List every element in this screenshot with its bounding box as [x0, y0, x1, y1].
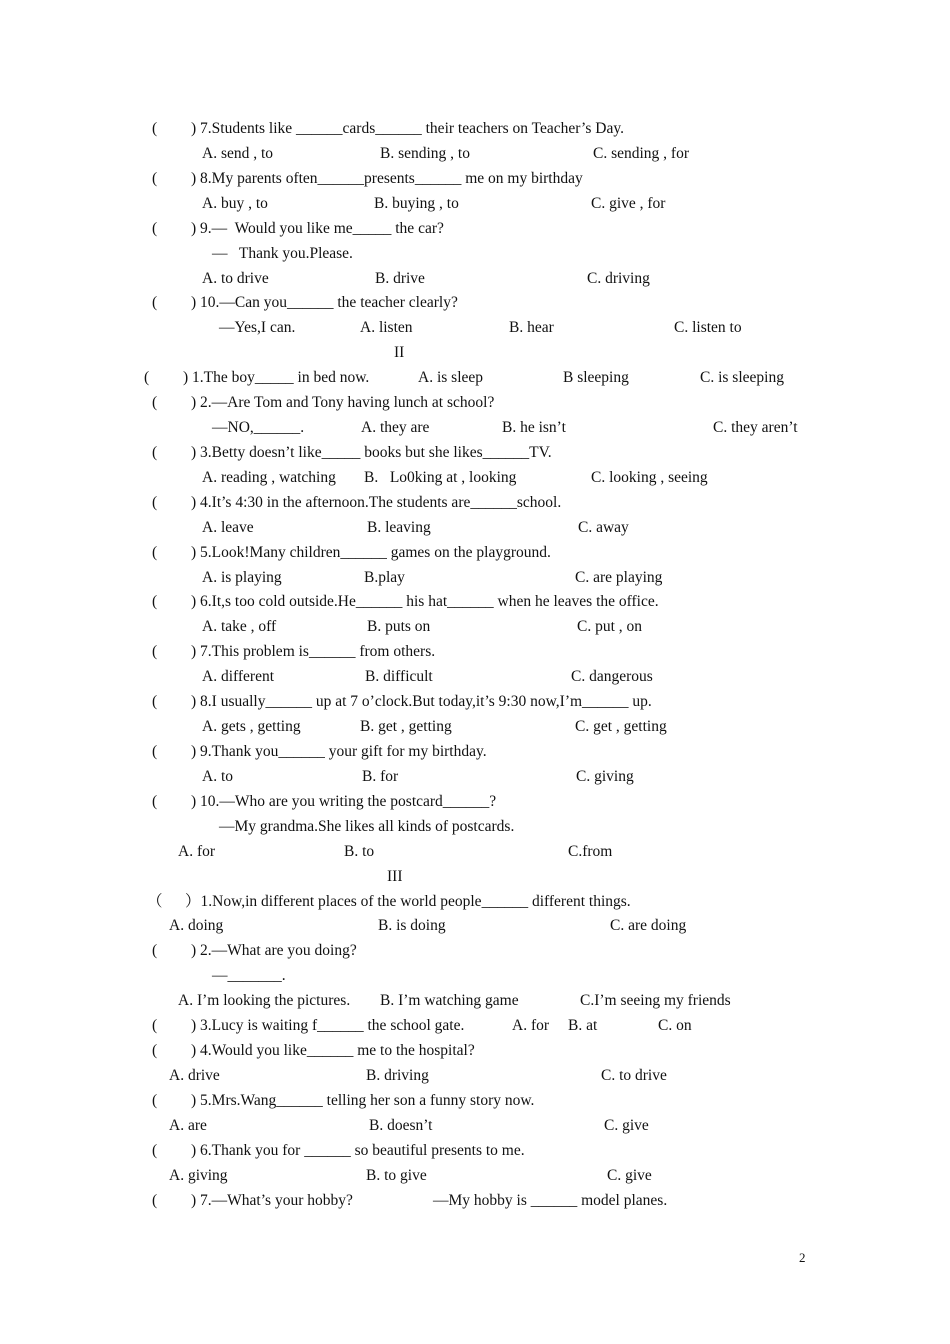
line-0-segment-0: ( [152, 120, 158, 137]
line-36-segment-4: C. on [658, 1017, 692, 1034]
line-2-segment-1: ) 8.My parents often______presents______ me on my birthday [191, 170, 583, 187]
line-41-segment-1: ) 6.Thank you for ______ so beautiful presents to me. [191, 1142, 525, 1159]
line-12-segment-1: A. they are [361, 419, 430, 436]
line-23-segment-0: ( [152, 693, 158, 710]
line-17-segment-0: ( [152, 544, 158, 561]
line-3-segment-2: C. give , for [591, 195, 666, 212]
line-22-segment-0: A. different [202, 668, 275, 685]
line-15-segment-0: ( [152, 494, 158, 511]
line-7-segment-1: ) 10.—Can you______ the teacher clearly? [191, 294, 458, 311]
line-13-segment-1: ) 3.Betty doesn’t like_____ books but she likes______TV. [191, 444, 552, 461]
line-32-segment-0: A. doing [169, 917, 224, 934]
line-3-segment-1: B. buying , to [374, 195, 459, 212]
line-34-segment-0: —_______. [212, 967, 286, 984]
line-39-segment-0: ( [152, 1092, 158, 1109]
line-28-segment-0: —My grandma.She likes all kinds of postcards. [219, 818, 515, 835]
line-38-segment-1: B. driving [366, 1067, 429, 1084]
line-5-segment-0: — Thank you.Please. [212, 245, 353, 262]
line-4-segment-0: ( [152, 220, 158, 237]
line-15-segment-1: ) 4.It’s 4:30 in the afternoon.The students are______school. [191, 494, 562, 511]
line-8-segment-3: C. listen to [674, 319, 742, 336]
line-10-segment-0: ( [144, 369, 150, 386]
line-18-segment-0: A. is playing [202, 569, 282, 586]
line-12-segment-0: —NO,______. [212, 419, 305, 436]
line-6-segment-2: C. driving [587, 270, 650, 287]
line-26-segment-1: B. for [362, 768, 399, 785]
line-31-segment-0: （ [147, 893, 163, 910]
line-36-segment-3: B. at [568, 1017, 598, 1034]
line-21-segment-1: ) 7.This problem is______ from others. [191, 643, 436, 660]
line-6-segment-0: A. to drive [202, 270, 269, 287]
line-20-segment-1: B. puts on [367, 618, 431, 635]
line-35-segment-0: A. I’m looking the pictures. [178, 992, 351, 1009]
line-38-segment-0: A. drive [169, 1067, 220, 1084]
line-27-segment-0: ( [152, 793, 158, 810]
line-7-segment-0: ( [152, 294, 158, 311]
line-33-segment-1: ) 2.—What are you doing? [191, 942, 357, 959]
line-42-segment-0: A. giving [169, 1167, 228, 1184]
line-26-segment-0: A. to [202, 768, 233, 785]
line-43-segment-1: ) 7.—What’s your hobby? [191, 1192, 353, 1209]
line-24-segment-2: C. get , getting [575, 718, 667, 735]
line-36-segment-1: ) 3.Lucy is waiting f______ the school gate. [191, 1017, 465, 1034]
line-16-segment-0: A. leave [202, 519, 254, 536]
line-32-segment-1: B. is doing [378, 917, 446, 934]
line-8-segment-1: A. listen [360, 319, 413, 336]
line-11-segment-0: ( [152, 394, 158, 411]
line-37-segment-1: ) 4.Would you like______ me to the hospital? [191, 1042, 475, 1059]
line-18-segment-1: B.play [364, 569, 405, 586]
line-33-segment-0: ( [152, 942, 158, 959]
line-16-segment-2: C. away [578, 519, 629, 536]
line-32-segment-2: C. are doing [610, 917, 687, 934]
line-26-segment-2: C. giving [576, 768, 634, 785]
page-number: 2 [799, 1250, 806, 1265]
line-1-segment-1: B. sending , to [380, 145, 470, 162]
line-40-segment-2: C. give [604, 1117, 649, 1134]
line-22-segment-1: B. difficult [365, 668, 433, 685]
line-22-segment-2: C. dangerous [571, 668, 653, 685]
line-14-segment-1: B. Lo0king at , looking [364, 469, 517, 486]
line-10-segment-1: ) 1.The boy_____ in bed now. [183, 369, 370, 386]
line-0-segment-1: ) 7.Students like ______cards______ their teachers on Teacher’s Day. [191, 120, 624, 137]
line-27-segment-1: ) 10.—Who are you writing the postcard______? [191, 793, 497, 810]
line-20-segment-2: C. put , on [577, 618, 643, 635]
line-36-segment-0: ( [152, 1017, 158, 1034]
line-25-segment-0: ( [152, 743, 158, 760]
line-6-segment-1: B. drive [375, 270, 425, 287]
line-29-segment-0: A. for [178, 843, 216, 860]
line-10-segment-3: B sleeping [563, 369, 629, 386]
line-40-segment-1: B. doesn’t [369, 1117, 433, 1134]
line-12-segment-3: C. they aren’t [713, 419, 798, 436]
line-25-segment-1: ) 9.Thank you______ your gift for my birthday. [191, 743, 487, 760]
line-35-segment-2: C.I’m seeing my friends [580, 992, 731, 1009]
line-29-segment-1: B. to [344, 843, 375, 860]
line-10-segment-2: A. is sleep [418, 369, 484, 386]
line-10-segment-4: C. is sleeping [700, 369, 784, 386]
line-17-segment-1: ) 5.Look!Many children______ games on the playground. [191, 544, 551, 561]
line-19-segment-1: ) 6.It,s too cold outside.He______ his hat______ when he leaves the office. [191, 593, 659, 610]
line-3-segment-0: A. buy , to [202, 195, 268, 212]
line-41-segment-0: ( [152, 1142, 158, 1159]
line-1-segment-0: A. send , to [202, 145, 274, 162]
line-12-segment-2: B. he isn’t [502, 419, 566, 436]
line-31-segment-1: ）1.Now,in different places of the world people______ different things. [185, 893, 631, 910]
line-43-segment-0: ( [152, 1192, 158, 1209]
line-13-segment-0: ( [152, 444, 158, 461]
line-23-segment-1: ) 8.I usually______ up at 7 o’clock.But today,it’s 9:30 now,I’m______ up. [191, 693, 652, 710]
line-42-segment-1: B. to give [366, 1167, 427, 1184]
line-8-segment-0: —Yes,I can. [219, 319, 296, 336]
line-4-segment-1: ) 9.— Would you like me_____ the car? [191, 220, 444, 237]
line-24-segment-0: A. gets , getting [202, 718, 301, 735]
line-9-segment-0: II [394, 344, 405, 361]
line-11-segment-1: ) 2.—Are Tom and Tony having lunch at school? [191, 394, 495, 411]
line-38-segment-2: C. to drive [601, 1067, 667, 1084]
line-40-segment-0: A. are [169, 1117, 207, 1134]
line-39-segment-1: ) 5.Mrs.Wang______ telling her son a funny story now. [191, 1092, 535, 1109]
line-1-segment-2: C. sending , for [593, 145, 690, 162]
line-37-segment-0: ( [152, 1042, 158, 1059]
line-24-segment-1: B. get , getting [360, 718, 452, 735]
line-42-segment-2: C. give [607, 1167, 652, 1184]
line-43-segment-2: —My hobby is ______ model planes. [433, 1192, 668, 1209]
line-30-segment-0: III [387, 868, 403, 885]
line-36-segment-2: A. for [512, 1017, 550, 1034]
line-21-segment-0: ( [152, 643, 158, 660]
line-29-segment-2: C.from [568, 843, 613, 860]
line-8-segment-2: B. hear [509, 319, 554, 336]
line-2-segment-0: ( [152, 170, 158, 187]
line-18-segment-2: C. are playing [575, 569, 663, 586]
line-16-segment-1: B. leaving [367, 519, 431, 536]
line-35-segment-1: B. I’m watching game [380, 992, 519, 1009]
line-14-segment-0: A. reading , watching [202, 469, 336, 486]
line-14-segment-2: C. looking , seeing [591, 469, 708, 486]
line-20-segment-0: A. take , off [202, 618, 277, 635]
line-19-segment-0: ( [152, 593, 158, 610]
